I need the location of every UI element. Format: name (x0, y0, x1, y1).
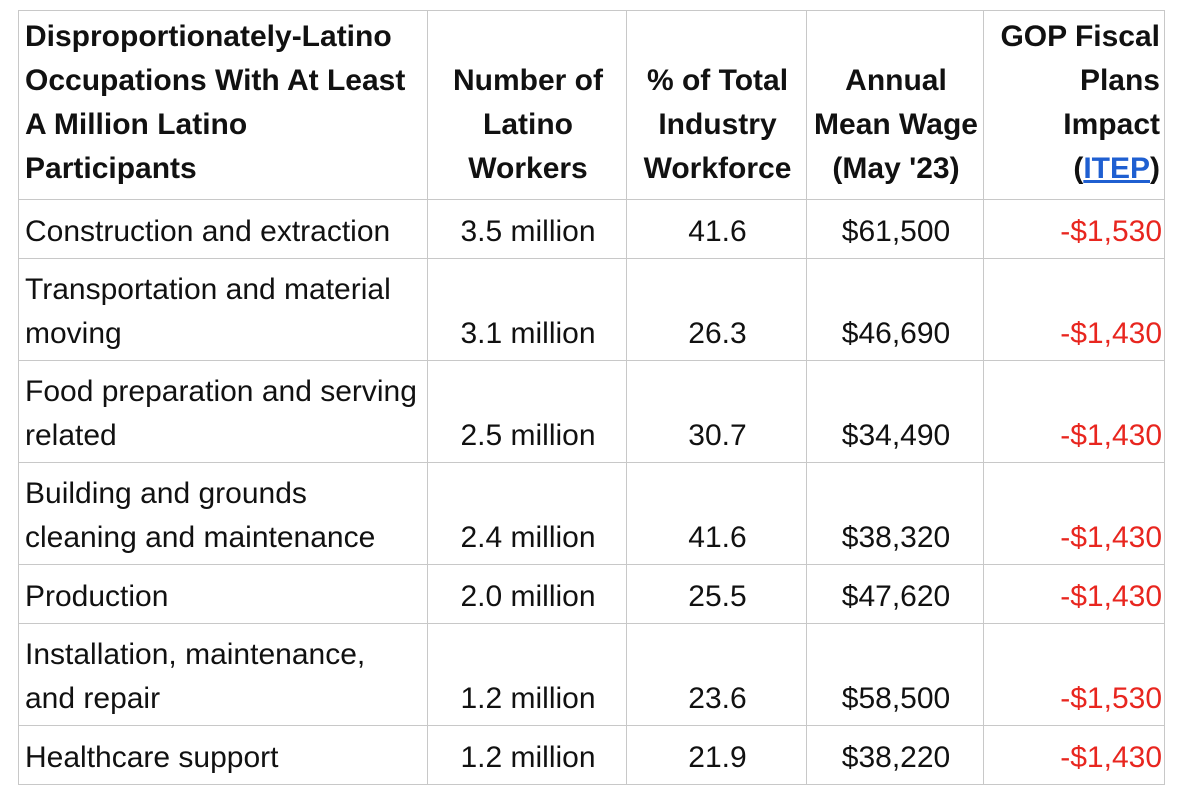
table-row (19, 361, 1165, 463)
cell-workers: 1.2 million (428, 624, 627, 726)
header-percent: % of Total Industry Workforce (627, 11, 807, 200)
cell-occupation: Transportation and material moving (19, 259, 428, 361)
cell-impact: -$1,430 (984, 463, 1165, 565)
cell-occupation: Production (19, 565, 428, 624)
header-impact (984, 11, 1165, 200)
table-row (19, 463, 1165, 565)
cell-percent: 23.6 (627, 624, 807, 726)
table-header (19, 11, 1165, 200)
itep-link[interactable]: ITEP (1083, 152, 1150, 185)
cell-impact: -$1,430 (984, 726, 1165, 785)
table-row (19, 259, 1165, 361)
cell-workers: 2.4 million (428, 463, 627, 565)
cell-workers: 3.1 million (428, 259, 627, 361)
table-body (19, 200, 1165, 785)
cell-occupation: Building and grounds cleaning and maintenance (19, 463, 428, 565)
cell-impact: -$1,430 (984, 259, 1165, 361)
table-row (19, 200, 1165, 259)
cell-percent: 30.7 (627, 361, 807, 463)
cell-workers: 2.5 million (428, 361, 627, 463)
cell-wage: $38,220 (807, 726, 984, 785)
table-row (19, 624, 1165, 726)
table-container (18, 10, 1165, 785)
cell-occupation: Healthcare support (19, 726, 428, 785)
header-occupation: Disproportionately-Latino Occupations With At Least A Million Latino Participants (19, 11, 428, 200)
cell-impact: -$1,430 (984, 565, 1165, 624)
cell-percent: 25.5 (627, 565, 807, 624)
latino-occupations-table (18, 10, 1165, 785)
cell-occupation: Food preparation and serving related (19, 361, 428, 463)
cell-wage: $61,500 (807, 200, 984, 259)
cell-percent: 41.6 (627, 200, 807, 259)
cell-percent: 26.3 (627, 259, 807, 361)
cell-workers: 1.2 million (428, 726, 627, 785)
cell-impact: -$1,430 (984, 361, 1165, 463)
cell-impact: -$1,530 (984, 200, 1165, 259)
cell-wage: $34,490 (807, 361, 984, 463)
table-row (19, 726, 1165, 785)
cell-wage: $38,320 (807, 463, 984, 565)
header-impact-suffix: ) (1150, 152, 1160, 185)
header-workers: Number of Latino Workers (428, 11, 627, 200)
header-row (19, 11, 1165, 200)
cell-percent: 21.9 (627, 726, 807, 785)
table-row (19, 565, 1165, 624)
cell-wage: $47,620 (807, 565, 984, 624)
header-impact-prefix: GOP Fiscal Plans Impact ( (1000, 20, 1160, 185)
cell-impact: -$1,530 (984, 624, 1165, 726)
cell-percent: 41.6 (627, 463, 807, 565)
cell-wage: $46,690 (807, 259, 984, 361)
cell-workers: 2.0 million (428, 565, 627, 624)
header-wage: Annual Mean Wage (May '23) (807, 11, 984, 200)
cell-wage: $58,500 (807, 624, 984, 726)
cell-workers: 3.5 million (428, 200, 627, 259)
cell-occupation: Construction and extraction (19, 200, 428, 259)
cell-occupation: Installation, maintenance, and repair (19, 624, 428, 726)
